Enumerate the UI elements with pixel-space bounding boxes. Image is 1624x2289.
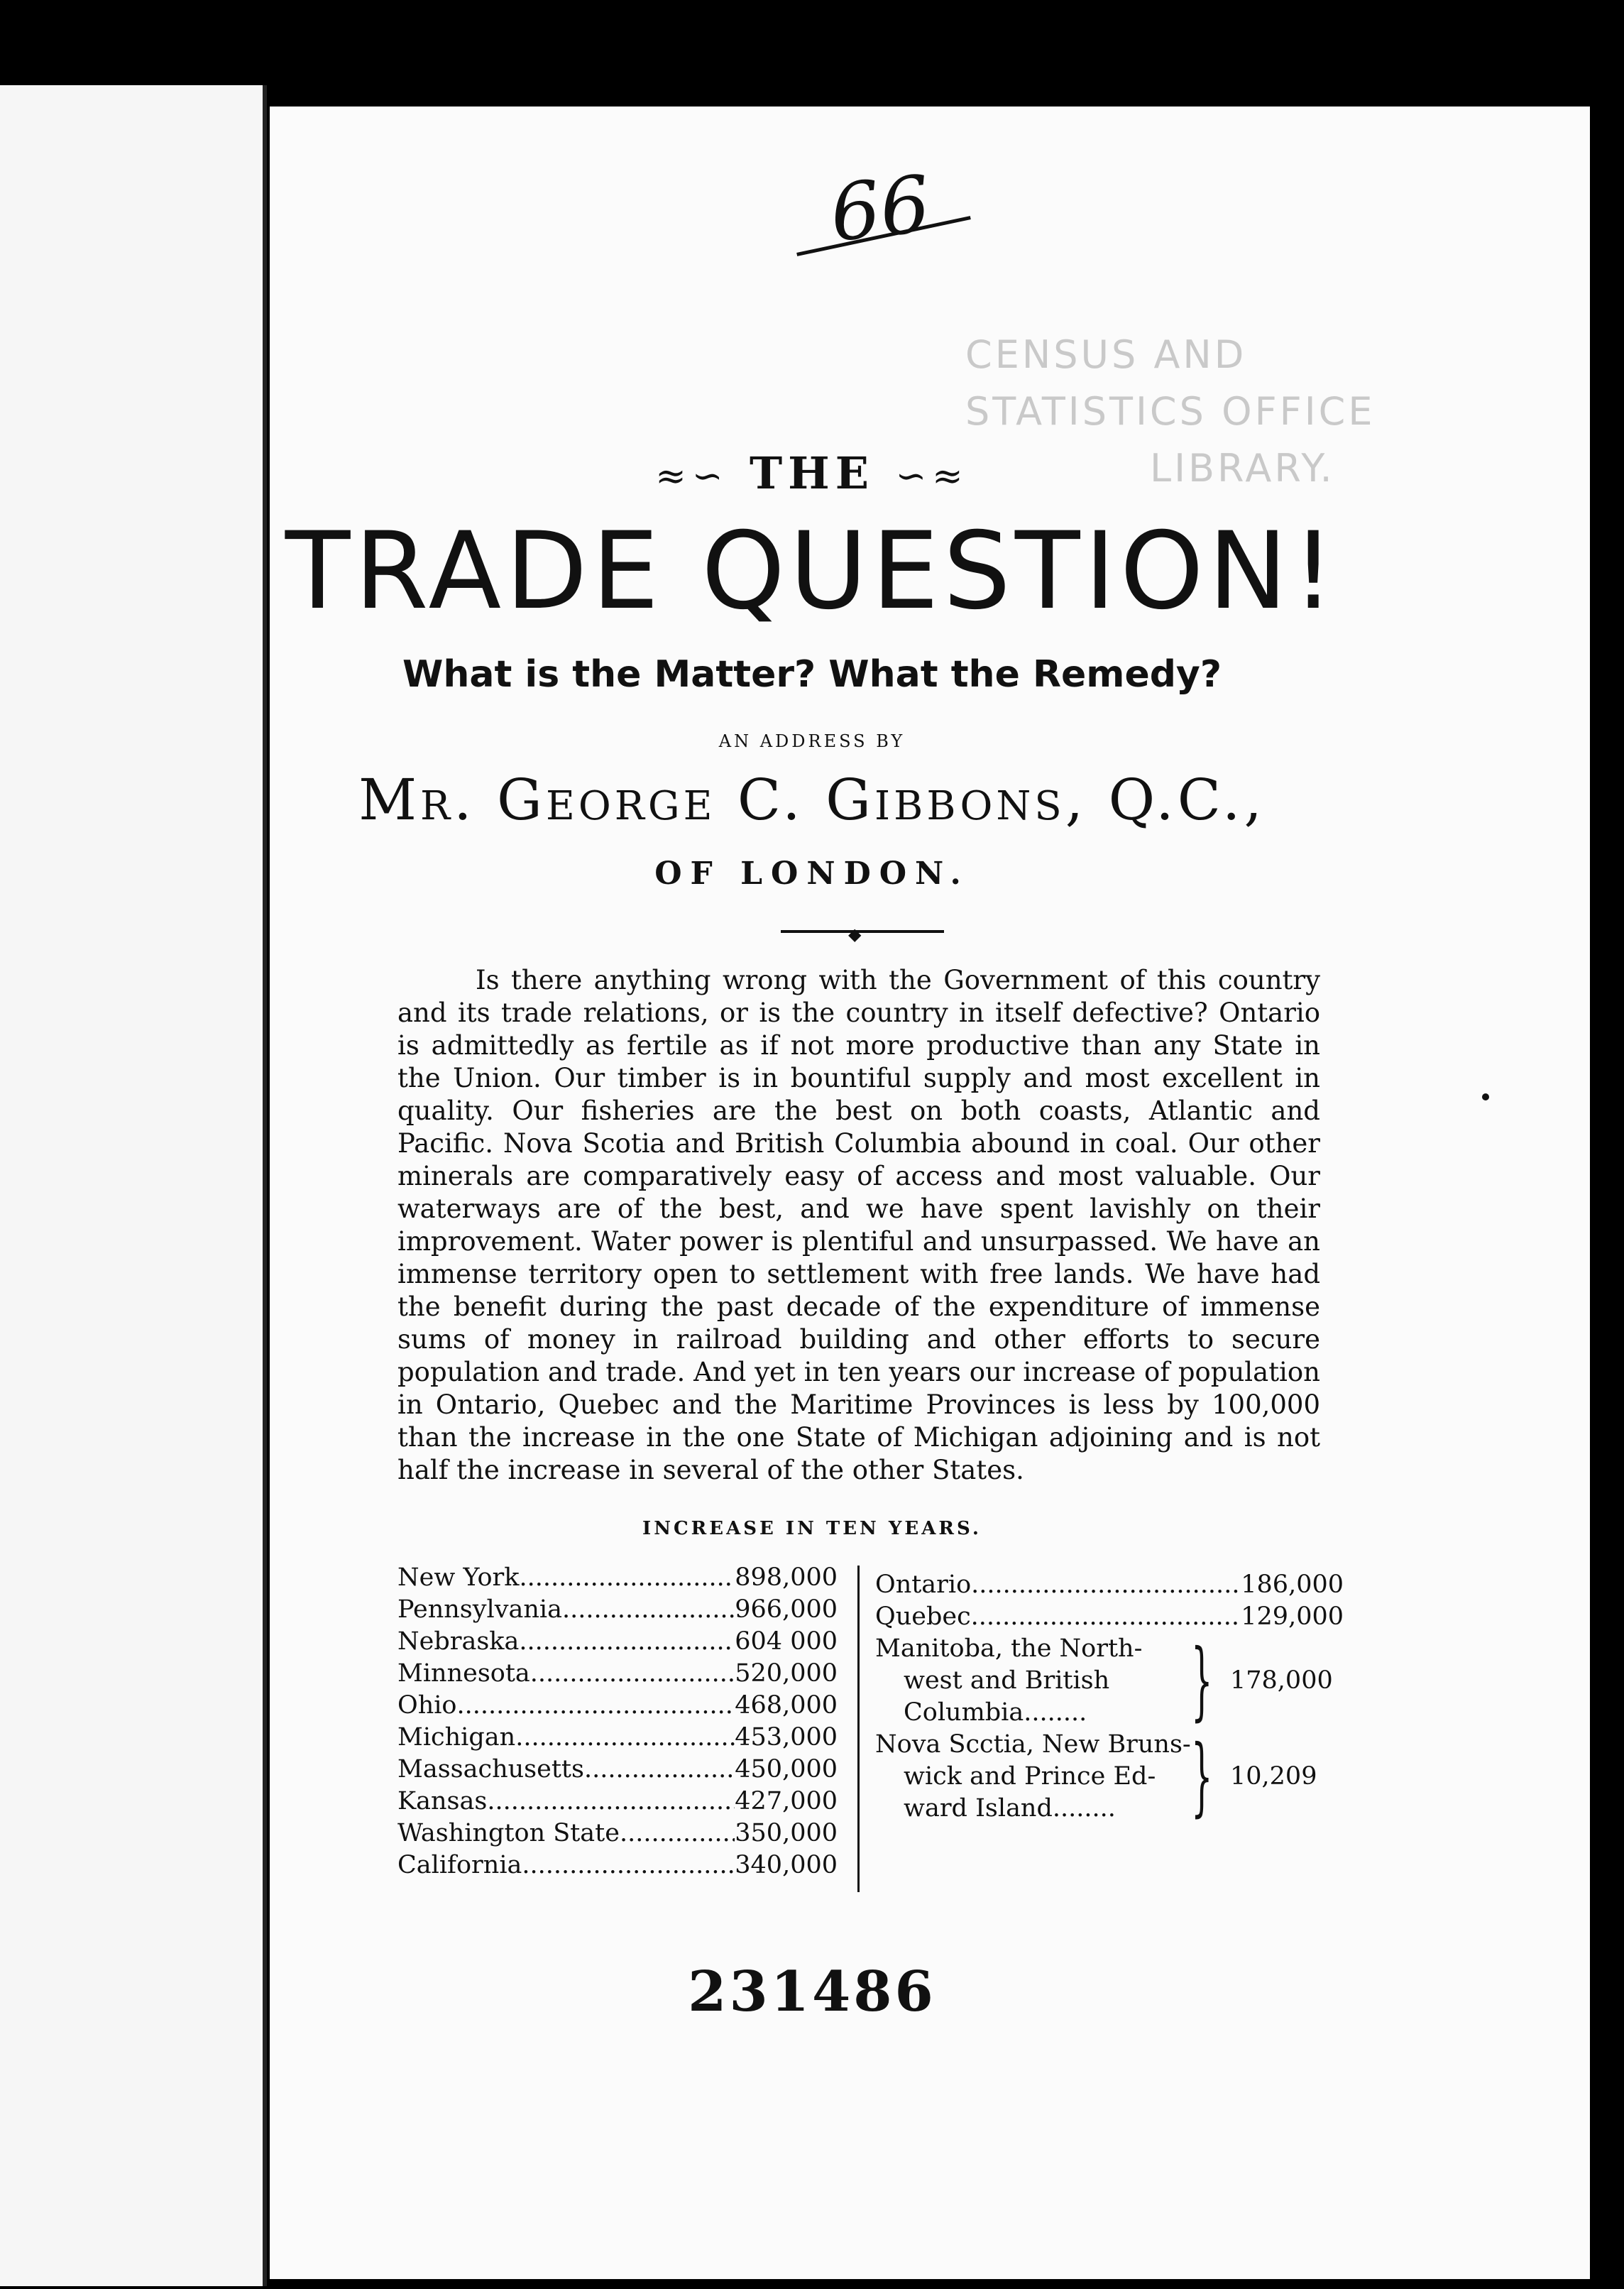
- dot-leader: [520, 1562, 735, 1594]
- group-value: 10,209: [1230, 1762, 1317, 1791]
- row-label: Michigan: [397, 1723, 516, 1752]
- author-place: OF LONDON.: [654, 856, 970, 892]
- dot-leader: [522, 1850, 735, 1881]
- row-label: Kansas: [397, 1787, 488, 1815]
- dot-leader: [971, 1601, 1241, 1633]
- row-label: Quebec: [875, 1602, 971, 1631]
- handwritten-number: 66: [825, 158, 935, 259]
- province-group: [875, 1729, 1344, 1825]
- library-stamp: [965, 327, 1476, 491]
- row-value: 129,000: [1241, 1602, 1344, 1631]
- group-line: wick and Prince Ed-: [904, 1762, 1156, 1791]
- state-row: [397, 1690, 838, 1722]
- state-row: [397, 1658, 838, 1690]
- speck: [1482, 1093, 1489, 1100]
- heading-the: [0, 447, 1624, 499]
- state-row: [397, 1818, 838, 1850]
- row-value: 340,000: [735, 1851, 838, 1879]
- row-label: Washington State: [397, 1819, 620, 1847]
- provinces-column: [875, 1569, 1344, 1825]
- group-value: 178,000: [1230, 1666, 1333, 1695]
- group-line: Nova Scctia, New Bruns-: [875, 1730, 1191, 1759]
- row-label: California: [397, 1851, 522, 1879]
- stamp-line-1: CENSUS AND STATISTICS OFFICE: [965, 332, 1376, 434]
- page-subtitle: What is the Matter? What the Remedy?: [402, 653, 1222, 696]
- state-row: [397, 1722, 838, 1754]
- row-label: Pennsylvania: [397, 1595, 562, 1624]
- row-value: 350,000: [735, 1819, 838, 1847]
- address-by: AN ADDRESS BY: [718, 731, 906, 751]
- row-value: 898,000: [735, 1563, 838, 1592]
- dot-leader: [584, 1754, 735, 1786]
- flourish-left-icon: ≈∽: [655, 455, 729, 498]
- dot-leader: [515, 1722, 735, 1754]
- states-column: [397, 1562, 838, 1881]
- group-lines: [875, 1729, 1191, 1825]
- left-page: [0, 85, 267, 2286]
- group-line: Manitoba, the North-: [875, 1634, 1143, 1663]
- province-group: [875, 1633, 1344, 1729]
- ornamental-rule: [781, 930, 944, 933]
- state-row: [397, 1562, 838, 1594]
- state-row: [397, 1754, 838, 1786]
- row-value: 453,000: [735, 1723, 838, 1752]
- dot-leader: [457, 1690, 735, 1722]
- row-label: Minnesota: [397, 1659, 530, 1688]
- state-row: [397, 1786, 838, 1818]
- dot-leader: [487, 1786, 735, 1818]
- column-divider: [857, 1566, 860, 1892]
- dot-leader: [519, 1626, 735, 1658]
- row-value: 468,000: [735, 1691, 838, 1720]
- dot-leader: [530, 1658, 735, 1690]
- flourish-right-icon: ∽≈: [895, 455, 969, 498]
- province-row: [875, 1569, 1344, 1601]
- stamp-line-2: LIBRARY.: [1150, 446, 1335, 491]
- province-row: [875, 1601, 1344, 1633]
- row-label: Nebraska: [397, 1627, 520, 1656]
- row-value: 520,000: [735, 1659, 838, 1688]
- brace-icon: }: [1191, 1727, 1213, 1826]
- group-line: ward Island........: [904, 1794, 1116, 1823]
- row-value: 604 000: [735, 1627, 838, 1656]
- author-name: Mr. George C. Gibbons, Q.C.,: [358, 767, 1266, 833]
- row-value: 966,000: [735, 1595, 838, 1624]
- group-line: Columbia........: [904, 1698, 1087, 1727]
- body-paragraph: [397, 964, 1320, 1487]
- group-lines: [875, 1633, 1191, 1729]
- catalog-number: 231486: [688, 1960, 936, 2024]
- rule-ornament-icon: ◆: [848, 924, 862, 944]
- brace-icon: }: [1191, 1632, 1213, 1730]
- page-title: TRADE QUESTION!: [285, 510, 1339, 633]
- row-value: 186,000: [1241, 1570, 1344, 1599]
- state-row: [397, 1626, 838, 1658]
- dot-leader: [562, 1594, 735, 1626]
- table-title: INCREASE IN TEN YEARS.: [642, 1518, 982, 1539]
- row-value: 427,000: [735, 1787, 838, 1815]
- row-label: Ontario: [875, 1570, 972, 1599]
- state-row: [397, 1850, 838, 1881]
- row-label: Ohio: [397, 1691, 457, 1720]
- row-label: New York: [397, 1563, 520, 1592]
- dot-leader: [971, 1569, 1241, 1601]
- group-line: west and British: [904, 1666, 1110, 1695]
- dot-leader: [620, 1818, 735, 1850]
- state-row: [397, 1594, 838, 1626]
- row-value: 450,000: [735, 1755, 838, 1783]
- row-label: Massachusetts: [397, 1755, 584, 1783]
- heading-the-text: THE: [750, 447, 874, 499]
- body-text: Is there anything wrong with the Government of this country and its trade relations, or is the country in itself defective? Ontario is admittedly as fertile as if not more productive than any State in the Union. Our timber is in bountiful supply and most excellent in quality. Our fisheries are the best on both coasts, Atlantic and Pacific. Nova Scotia and British Columbia abound in coal. Our other minerals are comparatively easy of access and most valuable. Our waterways are of the best, and we have spent lavishly on their improvement. Water power is plentiful and unsurpassed. We have an immense territory open to settlement with free lands. We have had the benefit during the past decade of the expenditure of immense sums of money in railroad building and other efforts to secure population and trade. And yet in ten years our increase of population in Ontario, Quebec and the Maritime Provinces is less by 100,000 than the increase in the one State of Michigan adjoining and is not half the increase in several of the other States.: [397, 965, 1320, 1485]
